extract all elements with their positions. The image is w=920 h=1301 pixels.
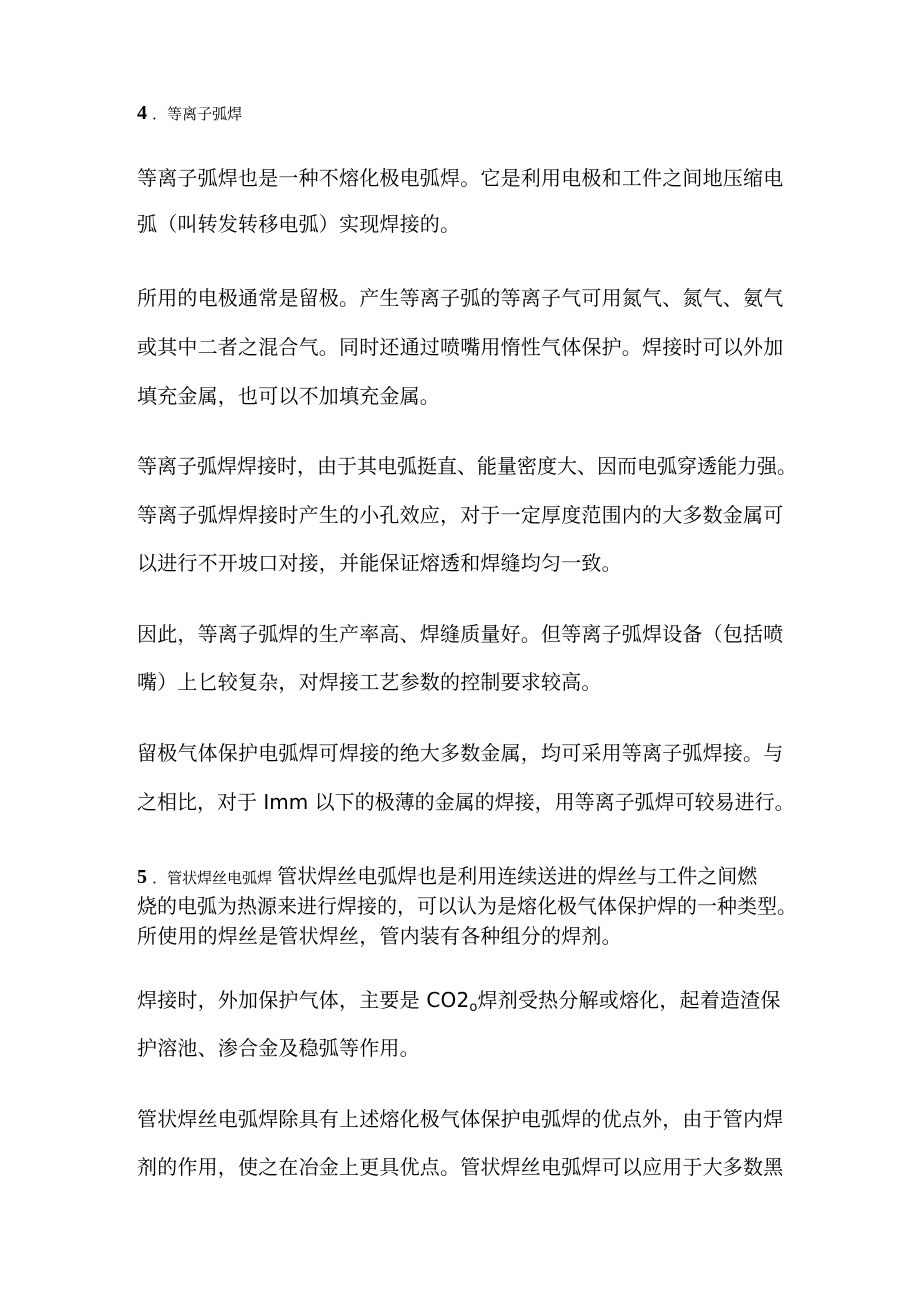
paragraph-1-line-1: 等离子弧焊也是一种不熔化极电弧焊。它是利用电极和工件之间地压缩电 [137, 166, 784, 190]
section-5-line-2: 烧的电弧为热源来进行焊接的，可以认为是熔化极气体保护焊的一种类型。 [137, 894, 797, 918]
section-5-number: 5 [137, 866, 147, 888]
section-4-number: 4 [137, 102, 147, 124]
paragraph-2-line-1: 所用的电极通常是留极。产生等离子弧的等离子气可用氮气、氮气、氨气 [137, 286, 784, 310]
section-5-line-1-text: 管状焊丝电弧焊也是利用连续送进的焊丝与工件之间燃 [277, 864, 758, 888]
paragraph-1-line-2: 弧（叫转发转移电弧）实现焊接的。 [137, 212, 461, 236]
paragraph-4-line-2: 嘴）上匕较复杂，对焊接工艺参数的控制要求较高。 [137, 670, 602, 694]
paragraph-7-line-2: 剂的作用，使之在冶金上更具优点。管状焊丝电弧焊可以应用于大多数黑 [137, 1155, 784, 1179]
section-4-heading [137, 100, 242, 127]
paragraph-6-text-a: 焊接时，外加保护气体，主要是 CO2 [137, 988, 470, 1012]
paragraph-3-line-3: 以进行不开坡口对接，并能保证熔透和焊缝均匀一致。 [137, 551, 622, 575]
section-5-heading [137, 863, 757, 891]
paragraph-3-line-1: 等离子弧焊焊接时，由于其电弧挺直、能量密度大、因而电弧穿透能力强。 [137, 454, 797, 478]
paragraph-5-line-2: 之相比，对于 Imm 以下的极薄的金属的焊接，用等离子弧焊可较易进行。 [137, 790, 795, 814]
paragraph-2-line-2: 或其中二者之混合气。同时还通过喷嘴用惰性气体保护。焊接时可以外加 [137, 335, 784, 359]
paragraph-5-line-1: 留极气体保护电弧焊可焊接的绝大多数金属，均可采用等离子弧焊接。与 [137, 741, 784, 765]
section-5-title: ．管状焊丝电弧焊 [152, 869, 273, 887]
paragraph-4-line-1: 因此，等离子弧焊的生产率高、焊缝质量好。但等离子弧焊设备（包括喷 [137, 622, 784, 646]
paragraph-2-line-3: 填充金属，也可以不加填充金属。 [137, 384, 440, 408]
paragraph-3-line-2: 等离子弧焊焊接时产生的小孔效应，对于一定厚度范围内的大多数金属可 [137, 503, 784, 527]
paragraph-6-line-1 [137, 987, 781, 1021]
section-5-line-3: 所使用的焊丝是管状焊丝，管内装有各种组分的焊剂。 [137, 924, 622, 948]
paragraph-7-line-1: 管状焊丝电弧焊除具有上述熔化极气体保护电弧焊的优点外，由于管内焊 [137, 1107, 784, 1131]
paragraph-6-subscript: o [469, 1000, 478, 1015]
section-4-title: ．等离子弧焊 [152, 105, 243, 123]
paragraph-6-line-2: 护溶池、渗合金及稳弧等作用。 [137, 1036, 420, 1060]
paragraph-6-text-b: 焊剂受热分解或熔化，起着造渣保 [477, 988, 781, 1012]
